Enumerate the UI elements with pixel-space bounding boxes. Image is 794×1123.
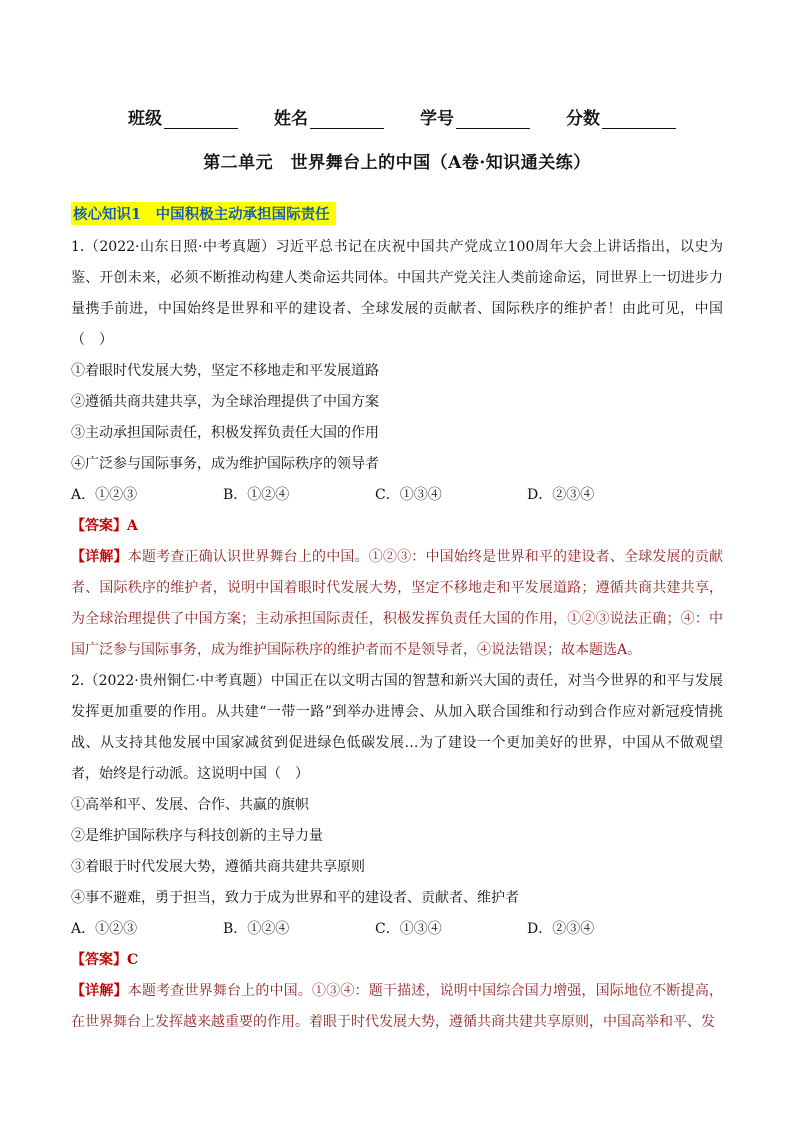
question-1 bbox=[71, 232, 723, 666]
question-stem: 1.（2022·山东日照·中考真题）习近平总书记在庆祝中国共产党成立100周年大会上讲话指出，以史为鉴、开创未来，必须不断推动构建人类命运共同体。中国共产党关注人类前途命运，同世界上一切进步力量携手前进，中国始终是世界和平的建设者、全球发展的贡献者、国际秩序的维护者！由此可见，中国（ ） bbox=[71, 239, 723, 348]
name-field[interactable]: 姓名 bbox=[274, 104, 384, 129]
statement-option: ④事不避难，勇于担当，致力于成为世界和平的建设者、贡献者、维护者 bbox=[71, 890, 519, 906]
statement-option: ③主动承担国际责任，积极发挥负责任大国的作用 bbox=[71, 425, 379, 441]
statement-option: ①着眼时代发展大势，坚定不移地走和平发展道路 bbox=[71, 363, 379, 379]
class-field[interactable]: 班级 bbox=[128, 104, 238, 129]
statement-option: ①高举和平、发展、合作、共赢的旗帜 bbox=[71, 797, 309, 813]
choice-c: C．①③④ bbox=[375, 487, 442, 503]
explanation-text: 本题考查世界舞台上的中国。①③④：题干描述，说明中国综合国力增强，国际地位不断提高，在世界舞台上发挥越来越重要的作用。着眼于时代发展大势，遵循共商共建共享原则，中国高举和平、发 bbox=[71, 983, 724, 1030]
choice-b: B．①②④ bbox=[223, 921, 290, 937]
answer-choices bbox=[71, 914, 723, 945]
score-field[interactable]: 分数 bbox=[566, 104, 676, 129]
statement-option: ②是维护国际秩序与科技创新的主导力量 bbox=[71, 828, 323, 844]
explanation-text: 本题考查正确认识世界舞台上的中国。①②③：中国始终是世界和平的建设者、全球发展的贡献者、国际秩序的维护者，说明中国着眼时代发展大势，坚定不移地走和平发展道路；遵循共商共建共享，为全球治理提供了中国方案；主动承担国际责任，积极发挥负责任大国的作用，①②③说法正确；④：中国广泛参与国际事务，成为维护国际秩序的维护者而不是领导者，④说法错误；故本题选A。 bbox=[71, 549, 724, 658]
section-heading: 核心知识1 中国积极主动承担国际责任 bbox=[71, 202, 336, 225]
explanation bbox=[71, 976, 723, 1038]
explanation-label: 【详解】 bbox=[71, 549, 128, 565]
choice-b: B．①②④ bbox=[223, 487, 290, 503]
student-number-field[interactable]: 学号 bbox=[420, 104, 530, 129]
answer-label: 【答案】C bbox=[71, 952, 139, 968]
question-list bbox=[71, 232, 723, 1038]
question-stem: 2.（2022·贵州铜仁·中考真题）中国正在以文明古国的智慧和新兴大国的责任，对当今世界的和平与发展发挥更加重要的作用。从共建“一带一路”到举办进博会、从加入联合国维和行动到合作应对新冠疫情挑战、从支持其他发展中国家减贫到促进绿色低碳发展…为了建设一个更加美好的世界，中国从不做观望者，始终是行动派。这说明中国（ ） bbox=[71, 673, 723, 782]
explanation-label: 【详解】 bbox=[71, 983, 128, 999]
choice-c: C．①③④ bbox=[375, 921, 442, 937]
document-title: 第二单元 世界舞台上的中国（A卷·知识通关练） bbox=[203, 153, 591, 173]
choice-d: D．②③④ bbox=[527, 487, 595, 503]
statement-option: ②遵循共商共建共享，为全球治理提供了中国方案 bbox=[71, 394, 379, 410]
answer-label: 【答案】A bbox=[71, 518, 138, 534]
question-2 bbox=[71, 666, 723, 1038]
answer-choices bbox=[71, 480, 723, 511]
statement-option: ④广泛参与国际事务，成为维护国际秩序的领导者 bbox=[71, 456, 379, 472]
explanation bbox=[71, 542, 723, 666]
choice-a: A．①②③ bbox=[71, 921, 138, 937]
choice-d: D．②③④ bbox=[527, 921, 595, 937]
statement-option: ③着眼于时代发展大势，遵循共商共建共享原则 bbox=[71, 859, 365, 875]
student-info-fields bbox=[128, 104, 688, 129]
choice-a: A．①②③ bbox=[71, 487, 138, 503]
